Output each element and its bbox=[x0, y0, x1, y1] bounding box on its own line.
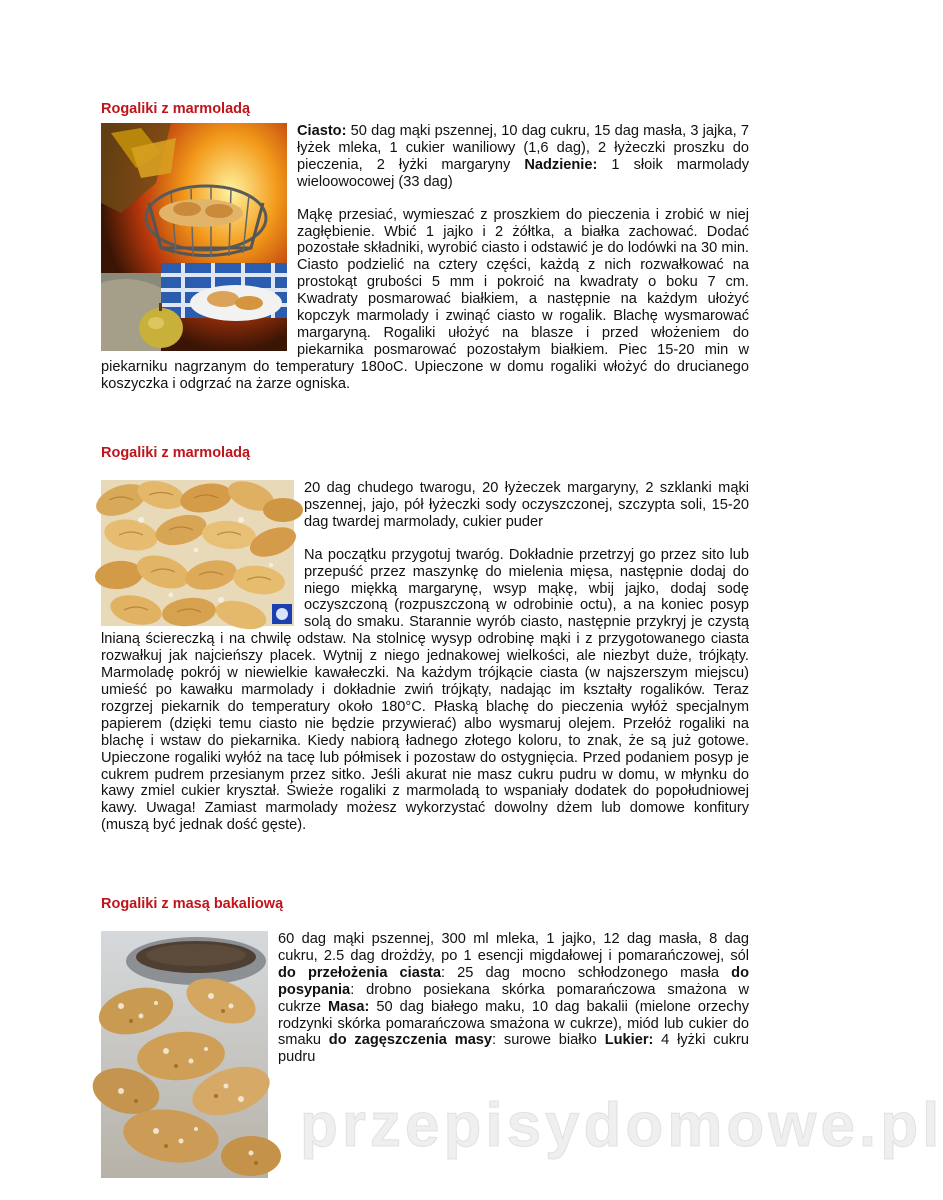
ingredients-part: Nadzienie: bbox=[524, 156, 598, 173]
recipe-section bbox=[101, 123, 749, 393]
recipe-section bbox=[101, 480, 749, 834]
recipe-method: Na początku przygotuj twaróg. Dokładnie przetrzyj go przez sito lub przepuść przez maszynkę do mielenia mięsa, następnie dodaj do niego miękką margarynę, wsyp mąkę, wbij jajko, dodaj sodę oczyszczoną (rozpuszczoną w odrobinie octu), a na koniec posyp solą do smaku. Starannie wyrób ciasto, następnie przykryj je czystą lnianą ściereczką i na chwilę odstaw. Na stolnicę wysyp odrobinę mąki i z przygotowanego ciasta rozwałkuj jak najcieńszy placek. Wytnij z niego jednakowej wielkości, ale niezbyt duże, trójkąty. Marmoladę pokrój w niewielkie kawałeczki. Na każdym trójkącie ciasta (w najszerszym miejscu) umieść po kawałku marmolady i dokładnie zwiń trójkąty, nadając im kształty rogalików. Teraz rozgrzej piekarnik do temperatury około 180°C. Płaską blachę do pieczenia wyłóż specjalnym papierem (dzięki temu ciasto nie będzie przywierać) albo wysmaruj olejem. Przełóż rogaliki na blachę i wstaw do piekarnika. Kiedy nabiorą ładnego złotego koloru, to znak, że są już gotowe. Upieczone rogaliki wyłóż na tacę lub półmisek i pozostaw do ostygnięcia. Przed podaniem posyp je cukrem pudrem przesianym przez sitko. Jeśli akurat nie masz cukru pudru w domu, w młynku do kawy zmiel cukier kryształ. Świeże rogaliki z marmoladą to wspaniały dodatek do popołudniowej kawy. Uwaga! Zamiast marmolady możesz wykorzystać dowolny dżem lub domowe konfitury (muszą być jednak dość gęste). bbox=[101, 546, 749, 834]
recipe-section bbox=[101, 931, 749, 1182]
ingredients-part: 50 dag mąki pszennej, 10 dag cukru, 15 dag masła, 3 jajka, 7 łyżek mleka, 1 cukier waniliowy (1,6 dag), 2 łyżeczki proszku do pieczenia, 2 łyżki margaryny bbox=[297, 123, 749, 173]
recipe-title: Rogaliki z masą bakaliową bbox=[101, 896, 284, 912]
ingredients-part: 1 słoik marmolady wieloowocowej (33 dag) bbox=[297, 156, 749, 190]
ingredients-part: do przełożenia ciasta bbox=[278, 964, 441, 981]
ingredients-part: Lukier: bbox=[604, 1032, 654, 1049]
ingredients-part: 4 łyżki cukru pudru bbox=[278, 1032, 749, 1066]
recipe-method: Mąkę przesiać, wymieszać z proszkiem do pieczenia i zrobić w niej zagłębienie. Wbić 1 jajko i 2 żółtka, a białka zachować. Dodać pozostałe składniki, wyrobić ciasto i odstawić je do lodówki na 30 min. Ciasto podzielić na cztery części, każdą z nich rozwałkować na prostokąt grubości 5 mm i pokroić na kwadraty o boku 7 cm. Kwadraty posmarować białkiem, a następnie na każdym ułożyć kopczyk marmolady i zwinąć ciasto w rogalik. Blachę wysmarować margaryną. Rogaliki ułożyć na blasze i przed włożeniem do piekarnika posmarować pozostałym białkiem. Piec 15-20 min w piekarniku nagrzanym do temperatury 180oC. Upieczone w domu rogaliki włożyć do drucianego koszyczka i odgrzać na żarze ogniska. bbox=[101, 206, 749, 392]
watermark: przepisydomowe.pl bbox=[300, 1091, 943, 1160]
photo-rogaliki-pile-icon bbox=[101, 480, 294, 626]
ingredients-part: do zagęszczenia masy bbox=[328, 1032, 493, 1049]
ingredients-part: : surowe białko bbox=[492, 1032, 605, 1049]
ingredients-part: 50 dag białego maku, 10 dag bakalii (mielone orzechy rodzynki skórka pomarańczowa smażona w cukrze), miód lub cukier do smaku bbox=[278, 998, 749, 1049]
ingredients-part: 60 dag mąki pszennej, 300 ml mleka, 1 jajko, 12 dag masła, 8 dag cukru, 2.5 dag drożdży, po 1 esencji migdałowej i pomarańczowej, sól bbox=[278, 931, 749, 964]
ingredients-part: Masa: bbox=[328, 998, 370, 1015]
ingredients-part: : drobno posiekana skórka pomarańczowa smażona w cukrze bbox=[278, 981, 749, 1015]
ingredients-part: 20 dag chudego twarogu, 20 łyżeczek margaryny, 2 szklanki mąki pszennej, jajo, pół łyżeczki sody oczyszczonej, szczypta soli, 15-20 dag twardej marmolady, cukier puder bbox=[304, 480, 749, 530]
ingredients-part: : 25 dag mocno schłodzonego masła bbox=[440, 964, 732, 981]
photo-rogaliki-basket-fire-icon bbox=[101, 123, 287, 351]
recipe-title: Rogaliki z marmoladą bbox=[101, 445, 251, 461]
ingredients-part: Ciasto: bbox=[297, 123, 347, 139]
recipe-title: Rogaliki z marmoladą bbox=[101, 101, 251, 117]
photo-rogaliki-bakaliowe-icon bbox=[101, 931, 268, 1178]
ingredients-part: do posypania bbox=[278, 964, 750, 998]
